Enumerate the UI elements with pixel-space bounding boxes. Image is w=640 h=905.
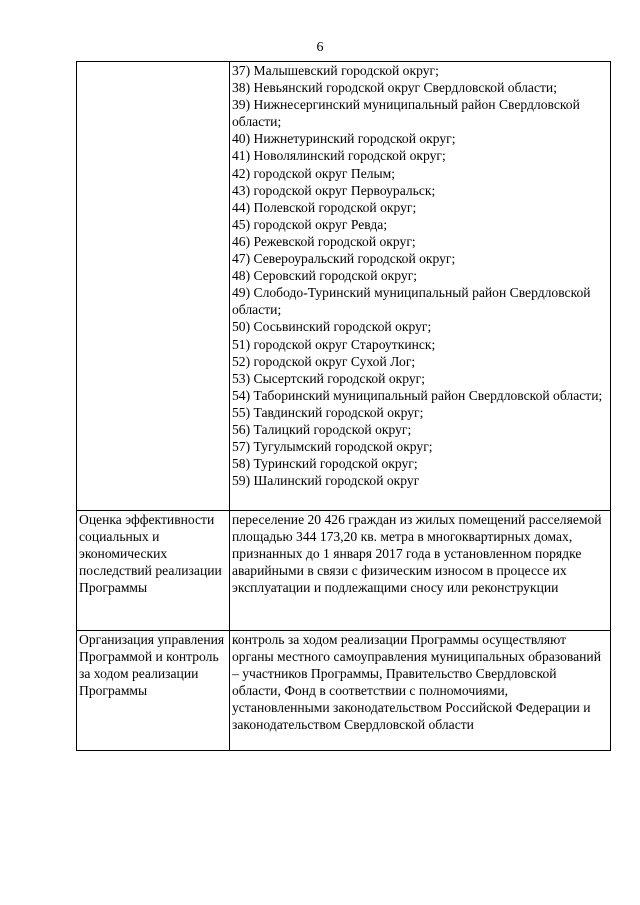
list-item: 42) городской округ Пелым; <box>232 165 396 181</box>
list-item: 47) Североуральский городской округ; <box>232 251 456 267</box>
list-item: 57) Тугулымский городской округ; <box>232 439 433 455</box>
row-label-cell: Организация управления Программой и контроль за ходом реализации Программы <box>77 631 230 751</box>
list-item: 56) Талицкий городской округ; <box>232 421 412 437</box>
list-item: 52) городской округ Сухой Лог; <box>232 353 416 369</box>
table-row <box>77 631 611 751</box>
list-item: 51) городской округ Староуткинск; <box>232 336 436 352</box>
list-item: 44) Полевской городской округ; <box>232 199 417 215</box>
table-row <box>77 62 611 511</box>
list-item: 53) Сысертский городской округ; <box>232 370 426 386</box>
list-item: 37) Малышевский городской округ; <box>232 63 439 78</box>
list-item: 38) Невьянский городской округ Свердловской области; <box>232 80 557 96</box>
list-item: 43) городской округ Первоуральск; <box>232 182 436 198</box>
row-content-cell: переселение 20 426 граждан из жилых помещений расселяемой площадью 344 173,20 кв. метра в многоквартирных домах, признанных до 1 января 2017 года в установленном порядке аварийными в связи с физическим износом в процессе их эксплуатации и подлежащими сносу или реконструкции <box>230 511 611 631</box>
row-label-cell: Оценка эффективности социальных и экономических последствий реализации Программы <box>77 511 230 631</box>
list-item: 48) Серовский городской округ; <box>232 268 418 284</box>
page-number: 6 <box>316 40 324 55</box>
list-item: 58) Туринский городской округ; <box>232 456 418 472</box>
list-item: 40) Нижнетуринский городской округ; <box>232 131 456 147</box>
list-item: 59) Шалинский городской округ <box>232 473 420 489</box>
list-item: 55) Тавдинский городской округ; <box>232 404 424 420</box>
row-label-cell <box>77 62 230 511</box>
list-item: 54) Таборинский муниципальный район Свердловской области; <box>232 387 603 403</box>
row-content-cell: контроль за ходом реализации Программы осуществляют органы местного самоуправления муниципальных образований – участников Программы, Правительство Свердловской области, Фонд в соответствии с полномочиями, установленными законодательством Российской Федерации и законодательством Свердловской области <box>230 631 611 751</box>
list-item: 50) Сосьвинский городской округ; <box>232 319 432 335</box>
list-item: 49) Слободо-Туринский муниципальный район Свердловской области; <box>232 285 591 318</box>
program-passport-table <box>76 61 611 751</box>
municipality-list-cell <box>230 62 611 511</box>
list-item: 45) городской округ Ревда; <box>232 216 388 232</box>
list-item: 41) Новолялинский городской округ; <box>232 148 446 164</box>
list-item: 39) Нижнесергинский муниципальный район Свердловской области; <box>232 97 580 130</box>
list-item: 46) Режевской городской округ; <box>232 233 416 249</box>
table-row <box>77 511 611 631</box>
